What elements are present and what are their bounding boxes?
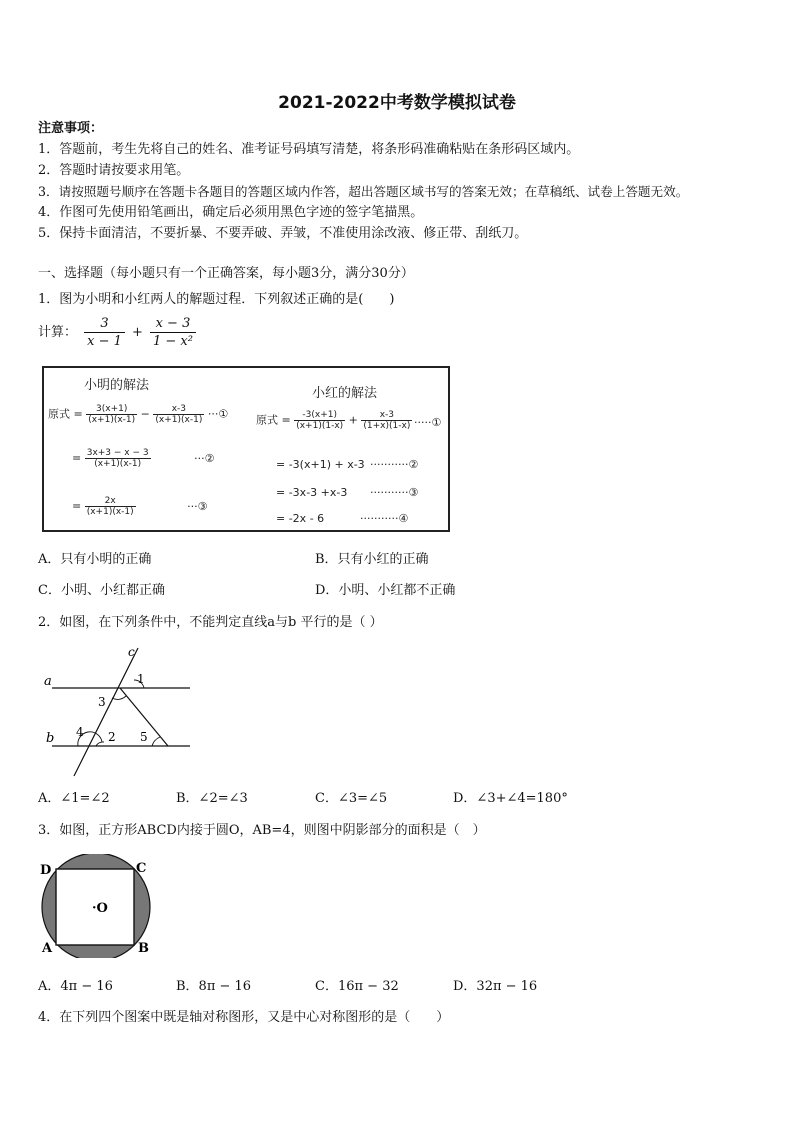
q3-stem: 3．如图，正方形ABCD内接于圆O，AB=4，则图中阴影部分的面积是（ ） [38,823,486,838]
circle-square-figure [34,854,164,958]
angle-label-5: 5 [140,730,148,744]
step-marker: ·····① [414,416,442,429]
parallel-lines-figure [40,642,200,778]
xiaoming-line-2 [72,448,214,469]
numerator: x-3 [379,410,395,420]
step-marker: ···········④ [360,512,409,525]
notice-item: 3．请按照题号顺序在答题卡各题目的答题区域内作答，超出答题区域书写的答案无效；在草稿纸、试卷上答题无效。 [38,184,689,199]
denominator: (x+1)(x-1) [85,458,151,469]
angle-label-4: 4 [76,725,84,739]
numerator: 2x [104,496,116,506]
notice-item: 2．答题时请按要求用笔。 [38,163,190,178]
q1-stem: 1．图为小明和小红两人的解题过程．下列叙述正确的是( ) [38,292,395,307]
option-d[interactable]: D．∠3+∠4=180° [453,791,568,806]
xiaoming-line-1 [48,404,228,425]
xiaohong-line-1 [256,410,412,431]
denominator: 1 − x² [150,332,196,349]
plus-sign: + [131,325,143,340]
calc-label: 计算： [38,324,78,340]
notice-item: 4．作图可先使用铅笔画出，确定后必须用黑色字迹的签字笔描黑。 [38,205,424,220]
xiaohong-line-3: = -3x-3 +x-3 [276,486,348,499]
section-heading: 一、选择题（每小题只有一个正确答案，每小题3分，满分30分） [38,266,414,281]
option-b[interactable]: B．∠2=∠3 [176,791,248,806]
step-marker: ···① [207,407,229,421]
notice-item: 1．答题前，考生先将自己的姓名、准考证号码填写清楚，将条形码准确粘贴在条形码区域内。 [38,142,580,157]
denominator: (1+x)(1-x) [363,421,411,431]
fraction [86,404,137,425]
option-b[interactable]: B．只有小红的正确 [315,552,429,567]
angle-label-2: 2 [108,730,116,744]
fraction [150,316,196,349]
option-a[interactable]: A．4π − 16 [38,979,113,994]
equals-sign: = [72,499,82,513]
fraction [84,316,125,349]
start-label: 原式 = [48,407,83,421]
step-marker: ···········② [370,458,419,471]
equals-sign: = [72,451,82,465]
q4-stem: 4．在下列四个图案中既是轴对称图形，又是中心对称图形的是（ ） [38,1010,450,1025]
fraction [85,448,151,469]
xiaohong-line-2: = -3(x+1) + x-3 [276,458,365,471]
option-c[interactable]: C．小明、小红都正确 [38,583,165,598]
fraction [85,496,136,517]
angle-arc-5 [152,737,160,746]
option-b[interactable]: B．8π − 16 [176,979,252,994]
option-d[interactable]: D．32π − 16 [453,979,538,994]
vertex-d: D [40,863,52,878]
option-a[interactable]: A．∠1=∠2 [38,791,110,806]
numerator: -3(x+1) [302,410,337,420]
xiaohong-heading: 小红的解法 [312,386,378,401]
fraction [153,404,204,425]
vertex-b: B [138,941,149,956]
q2-stem: 2．如图，在下列条件中，不能判定直线a与b 平行的是（ ） [38,615,383,630]
denominator: (x+1)(1-x) [296,421,344,431]
option-c[interactable]: C．16π − 32 [315,979,399,994]
center-o: ·O [92,901,108,916]
step-marker: ···········③ [370,486,419,499]
denominator: (x+1)(x-1) [88,415,136,425]
minus-sign: − [140,407,150,421]
denominator: (x+1)(x-1) [86,507,134,517]
xiaoming-line-3 [72,496,208,517]
angle-arc-2 [96,742,104,746]
vertex-c: C [136,861,147,876]
denominator: x − 1 [84,332,125,349]
numerator: x − 3 [155,316,191,331]
fraction [361,410,412,431]
angle-label-3: 3 [98,695,106,709]
step-marker: ···③ [187,499,208,513]
numerator: 3(x+1) [96,404,128,414]
angle-label-1: 1 [137,672,145,686]
xiaohong-line-4: = -2x - 6 [276,512,325,525]
option-d[interactable]: D．小明、小红都不正确 [315,583,456,598]
numerator: 3 [100,316,109,331]
notice-item: 5．保持卡面清洁，不要折暴、不要弄破、弄皱，不准使用涂改液、修正带、刮纸刀。 [38,226,528,241]
line-c [74,648,138,776]
vertex-a: A [42,941,53,956]
start-label: 原式 = [256,413,291,427]
label-b: b [46,731,55,746]
label-a: a [44,674,52,689]
solutions-image [42,366,450,532]
denominator: (x+1)(x-1) [155,415,203,425]
fraction [294,410,345,431]
plus-sign: + [348,413,358,427]
option-a[interactable]: A．只有小明的正确 [38,552,152,567]
q1-expression [38,316,198,349]
notice-heading: 注意事项： [38,121,104,136]
page-title: 2021-2022中考数学模拟试卷 [278,93,516,113]
label-c: c [128,645,135,659]
xiaoming-heading: 小明的解法 [84,378,150,393]
option-c[interactable]: C．∠3=∠5 [315,791,388,806]
numerator: 3x+3 − x − 3 [86,448,149,458]
step-marker: ···② [194,451,215,465]
numerator: x-3 [171,404,187,414]
